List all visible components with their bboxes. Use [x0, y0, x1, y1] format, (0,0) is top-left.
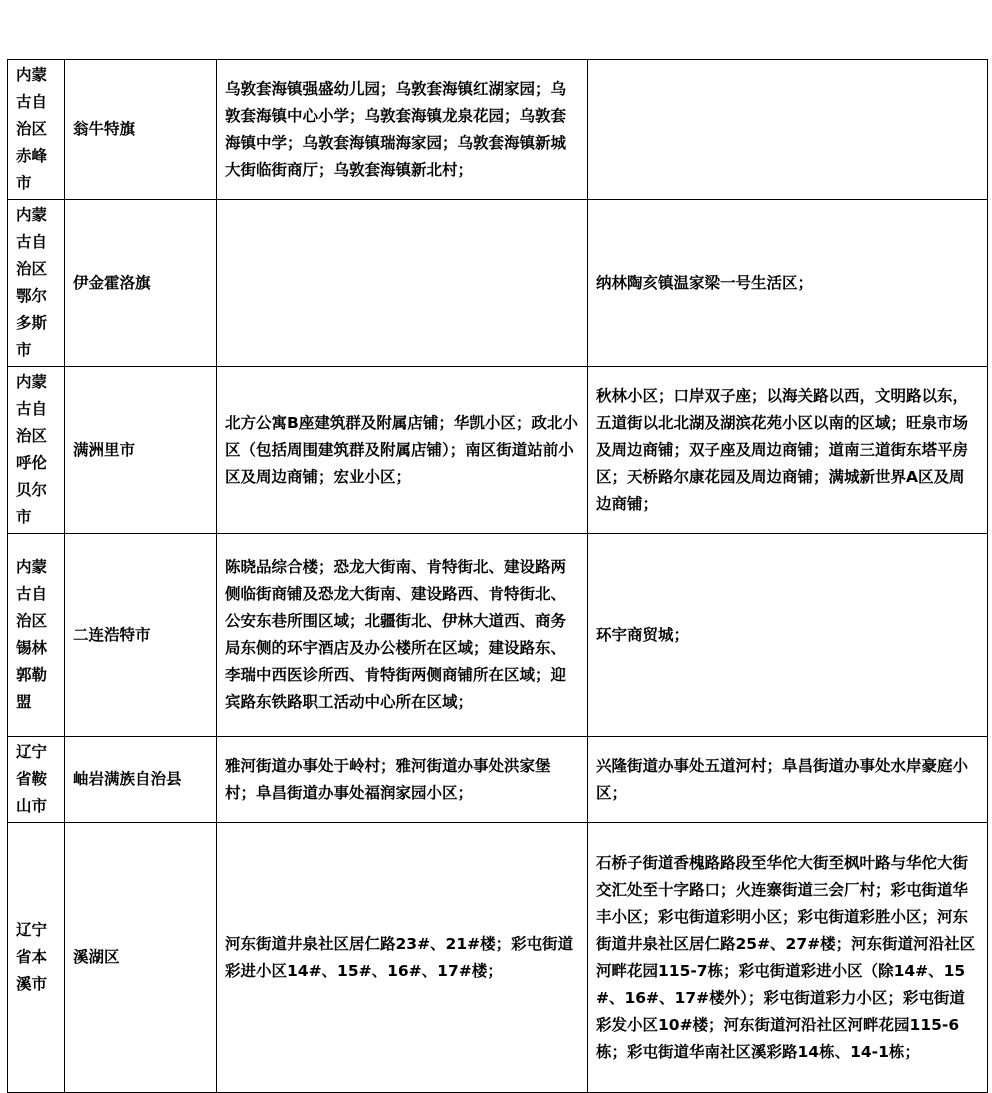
table-row — [8, 737, 988, 823]
district-cell: 二连浩特市 — [65, 534, 217, 737]
mid-risk-areas-cell: 雅河街道办事处于岭村；雅河街道办事处洪家堡村；阜昌街道办事处福润家园小区； — [217, 737, 588, 823]
risk-area-table — [7, 59, 988, 1093]
mid-risk-areas-cell: 河东街道井泉社区居仁路23#、21#楼；彩屯街道彩进小区14#、15#、16#、17#楼； — [217, 823, 588, 1093]
district-cell: 翁牛特旗 — [65, 60, 217, 200]
province-city-cell: 内蒙古自治区鄂尔多斯市 — [8, 200, 65, 367]
district-cell: 溪湖区 — [65, 823, 217, 1093]
table-row — [8, 367, 988, 534]
province-city-cell: 内蒙古自治区呼伦贝尔市 — [8, 367, 65, 534]
table-row — [8, 200, 988, 367]
province-city-cell: 内蒙古自治区赤峰市 — [8, 60, 65, 200]
province-city-cell: 内蒙古自治区锡林郭勒盟 — [8, 534, 65, 737]
low-risk-areas-cell: 环宇商贸城； — [588, 534, 988, 737]
province-city-cell: 辽宁省本溪市 — [8, 823, 65, 1093]
low-risk-areas-cell: 兴隆街道办事处五道河村；阜昌街道办事处水岸豪庭小区； — [588, 737, 988, 823]
province-city-cell: 辽宁省鞍山市 — [8, 737, 65, 823]
mid-risk-areas-cell: 北方公寓B座建筑群及附属店铺；华凯小区；政北小区（包括周围建筑群及附属店铺）；南区街道站前小区及周边商铺；宏业小区； — [217, 367, 588, 534]
table-row — [8, 823, 988, 1093]
risk-area-table-page — [7, 59, 987, 1093]
low-risk-areas-cell — [588, 60, 988, 200]
district-cell: 伊金霍洛旗 — [65, 200, 217, 367]
mid-risk-areas-cell: 陈晓品综合楼；恐龙大街南、肯特街北、建设路两侧临街商铺及恐龙大街南、建设路西、肯特街北、公安东巷所围区域；北疆街北、伊林大道西、商务局东侧的环宇酒店及办公楼所在区域；建设路东、李瑞中西医诊所西、肯特街两侧商铺所在区域；迎宾路东铁路职工活动中心所在区域； — [217, 534, 588, 737]
district-cell: 岫岩满族自治县 — [65, 737, 217, 823]
mid-risk-areas-cell: 乌敦套海镇强盛幼儿园；乌敦套海镇红湖家园；乌敦套海镇中心小学；乌敦套海镇龙泉花园；乌敦套海镇中学；乌敦套海镇瑞海家园；乌敦套海镇新城大街临街商厅；乌敦套海镇新北村； — [217, 60, 588, 200]
district-cell: 满洲里市 — [65, 367, 217, 534]
low-risk-areas-cell: 纳林陶亥镇温家梁一号生活区； — [588, 200, 988, 367]
table-row — [8, 534, 988, 737]
mid-risk-areas-cell — [217, 200, 588, 367]
low-risk-areas-cell: 石桥子街道香槐路路段至华佗大街至枫叶路与华佗大街交汇处至十字路口；火连寨街道三会厂村；彩屯街道华丰小区；彩屯街道彩明小区；彩屯街道彩胜小区；河东街道井泉社区居仁路25#、27#楼；河东街道河沿社区河畔花园115-7栋；彩屯街道彩进小区（除14#、15#、16#、17#楼外）；彩屯街道彩力小区；彩屯街道彩发小区10#楼；河东街道河沿社区河畔花园115-6栋；彩屯街道华南社区溪彩路14栋、14-1栋； — [588, 823, 988, 1093]
low-risk-areas-cell: 秋林小区；口岸双子座；以海关路以西，文明路以东，五道街以北北湖及湖滨花苑小区以南的区域；旺泉市场及周边商铺；双子座及周边商铺；道南三道街东塔平房区；天桥路尔康花园及周边商铺；满城新世界A区及周边商铺； — [588, 367, 988, 534]
table-row — [8, 60, 988, 200]
